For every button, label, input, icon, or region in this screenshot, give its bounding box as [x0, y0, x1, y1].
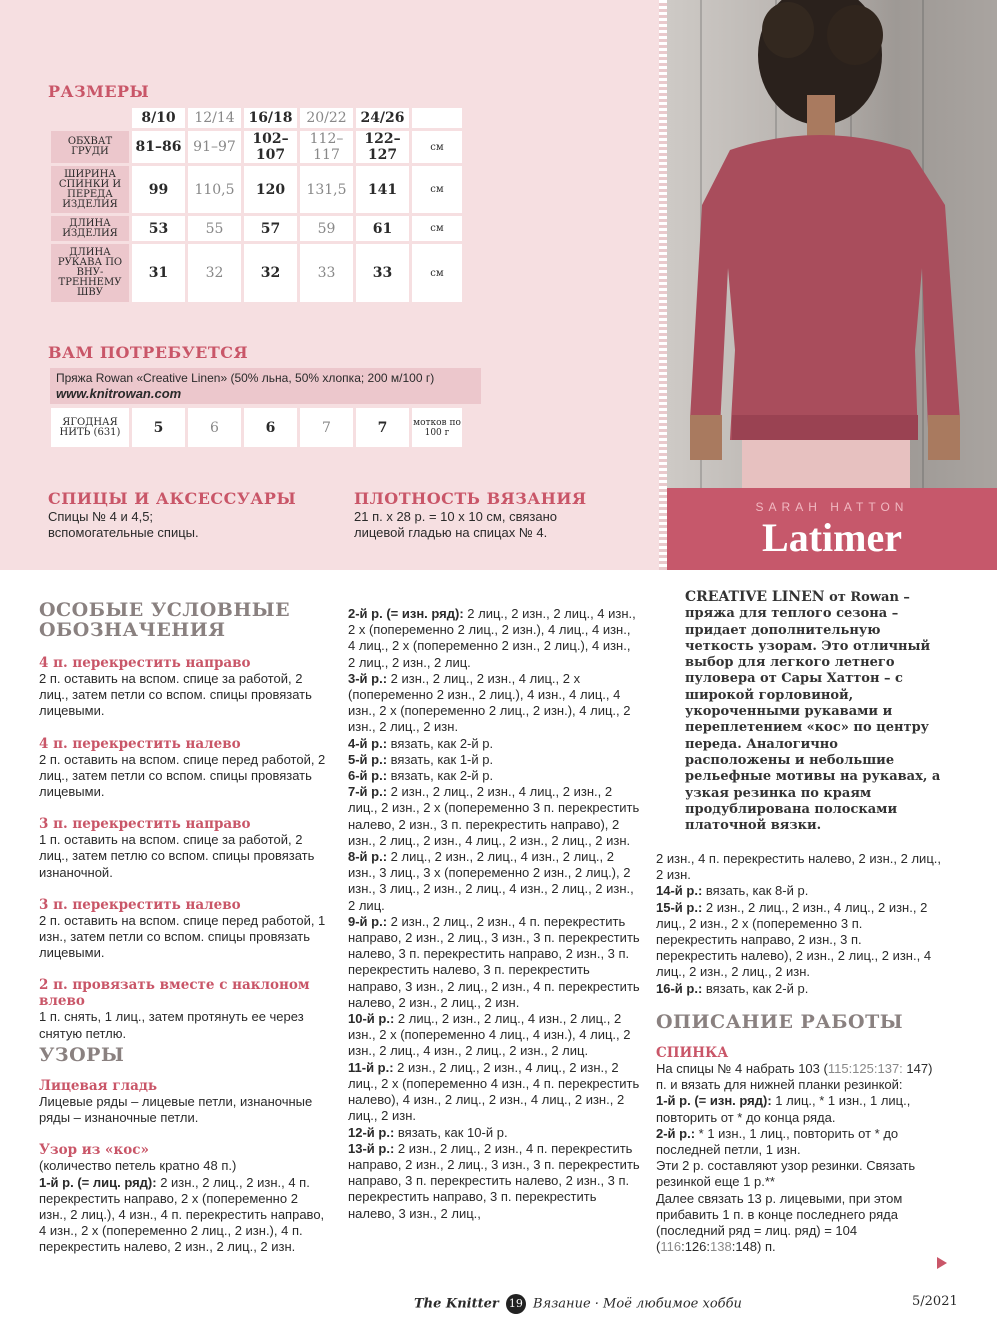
pattern-title: Latimer [762, 515, 902, 560]
abbr-term: 4 п. перекрестить направо [39, 655, 251, 671]
yarn-info [50, 368, 481, 404]
size-value: 33 [300, 244, 353, 302]
magazine-name: The Knitter [414, 1296, 499, 1312]
work-text: Эти 2 р. составляют узор резинки. Связать резинкой еще 1 р.** [656, 1158, 916, 1190]
size-value: 131,5 [300, 166, 353, 213]
abbr-title: ОСОБЫЕ УСЛОВНЫЕ ОБОЗНАЧЕНИЯ [39, 599, 291, 641]
page-number: 19 [506, 1294, 526, 1314]
yarn-amount: 6 [188, 408, 241, 447]
footer [0, 1294, 997, 1314]
cable-row: 13-й р.: 2 изн., 2 лиц., 2 изн., 4 п. перекрестить направо, 2 изн., 2 лиц., 3 изн., 3 п. перекрестить направо, 3 п. перекрестить налево, 2 изн., 3 п. перекрестить направо, 3 п. перекрестить налево, 3 изн., 2 лиц., [348, 1140, 640, 1221]
cable-row: 7-й р.: 2 изн., 2 лиц., 2 изн., 4 лиц., 2 изн., 2 лиц., 2 изн., 2 x (попеременно 3 п. перекрестить налево, 2 изн., 3 п. перекрестить направо), 2 изн., 2 лиц., 2 изн., 4 лиц., 2 изн., 2 лиц., 2 изн. [348, 784, 640, 848]
cable-row: 10-й р.: 2 лиц., 2 изн., 2 лиц., 4 изн., 2 лиц., 2 изн., 2 x (попеременно 4 лиц., 4 изн.), 4 лиц., 2 изн., 2 лиц., 4 изн., 2 лиц., 2 изн., 2 лиц. [348, 1011, 631, 1059]
row-label: ДЛИНА РУКАВА ПО ВНУ-ТРЕННЕМУ ШВУ [51, 244, 129, 302]
abbr-list [39, 655, 329, 1042]
row-label: ОБХВАТ ГРУДИ [51, 131, 129, 163]
magazine-tagline: Вязание · Моё любимое хобби [533, 1296, 742, 1312]
yarn-url[interactable]: www.knitrowan.com [56, 386, 182, 401]
abbr-text: 1 п. снять, 1 лиц., затем протянуть ее через снятую петлю. [39, 1009, 304, 1041]
intro-text [685, 589, 947, 834]
size-col: 12/14 [188, 108, 241, 128]
size-value: 141 [356, 166, 409, 213]
stockinette-text: Лицевые ряды – лицевые петли, изнаночные ряды – изнаночные петли. [39, 1094, 313, 1126]
cable-note: (количество петель кратно 48 п.) [39, 1158, 237, 1174]
size-value: 120 [244, 166, 297, 213]
patterns-block [39, 1078, 329, 1256]
gauge-text: 21 п. x 28 р. = 10 x 10 см, связано лицевой гладью на спицах № 4. [354, 509, 557, 540]
size-value: 31 [132, 244, 185, 302]
size-value: 57 [244, 216, 297, 241]
cable-row: 9-й р.: 2 изн., 2 лиц., 2 изн., 4 п. перекрестить направо, 2 изн., 2 лиц., 3 изн., 3 п. перекрестить налево, 3 п. перекрестить направо, 2 изн., 3 п. перекрестить налево, 3 п. перекрестить направо, 3 изн., 2 лиц., 2 изн., 4 п. перекрестить налево, 2 изн., 2 лиц., 2 изн. [348, 913, 640, 1010]
size-col: 20/22 [300, 108, 353, 128]
size-col: 24/26 [356, 108, 409, 128]
size-value: 112–117 [300, 131, 353, 163]
abbr-text: 2 п. оставить на вспом. спице перед работой, 2 лиц., затем петли со вспом. спицы провязать лицевыми. [39, 751, 326, 800]
materials-title: ВАМ ПОТРЕБУЕТСЯ [48, 343, 249, 362]
yarn-amount: 7 [356, 408, 409, 447]
cable-row: 15-й р.: 2 изн., 2 лиц., 2 изн., 4 лиц., 2 изн., 2 лиц., 2 изн., 2 x (попеременно 3 п. перекрестить направо, 2 изн., 3 п. перекрестить налево), 2 изн., 2 лиц., 2 изн., 4 лиц., 2 изн., 2 лиц., 2 изн. [656, 899, 932, 980]
designer-name: SARAH HATTON [755, 500, 909, 514]
decorative-border [659, 0, 667, 570]
size-value: 110,5 [188, 166, 241, 213]
cable-row: 2-й р. (= изн. ряд): 2 лиц., 2 изн., 2 лиц., 4 изн., 2 x (попеременно 2 лиц., 2 изн.), 4 лиц., 4 изн., 4 лиц., 2 x (попеременно 2 изн., 2 лиц.), 4 изн., 2 лиц., 2 изн., 2 лиц. [348, 606, 636, 670]
back-title: СПИНКА [656, 1045, 729, 1061]
work-block [656, 1045, 946, 1255]
size-value: 102–107 [244, 131, 297, 163]
abbr-text: 2 п. оставить на вспом. спице перед работой, 1 изн., затем петли со вспом. спицы провязать лицевыми. [39, 912, 326, 961]
cable-row: 5-й р.: вязать, как 1-й р. [348, 751, 494, 767]
sizes-title: РАЗМЕРЫ [48, 82, 150, 101]
cable-row: 11-й р.: 2 изн., 2 лиц., 2 изн., 4 лиц., 2 изн., 2 лиц., 2 x (попеременно 4 изн., 4 п. перекрестить налево), 4 изн., 2 лиц., 2 изн., 4 лиц., 2 изн., 2 лиц., 2 изн. [348, 1059, 640, 1124]
magazine-line [414, 1294, 742, 1314]
abbr-term: 3 п. перекрестить направо [39, 816, 251, 833]
yarn-amount: 6 [244, 408, 297, 447]
work-row: 2-й р.: * 1 изн., 1 лиц., повторить от * до последней петли, 1 изн. [656, 1125, 899, 1158]
size-value: 81–86 [132, 131, 185, 163]
unit: см [412, 216, 462, 241]
abbr-term: 4 п. перекрестить налево [39, 735, 241, 752]
yarn-amount: 7 [300, 408, 353, 447]
size-col: 8/10 [132, 108, 185, 128]
unit: см [412, 244, 462, 302]
size-value: 122–127 [356, 131, 409, 163]
abbr-term: 2 п. провязать вместе с наклоном влево [39, 977, 310, 1010]
intro-body: от Rowan – пряжа для теплого сезона – придает дополнительную четкость узорам. Это отличный выбор для легкого летнего пуловера от Сары Хаттон – с широкой горловиной, укороченными рукавами и переплетением «кос» по центру переда. Аналогично расположены и небольшие рельефные мотивы на рукавах, а узкая резинка по краям продублирована полосками платочной вязки. [685, 590, 941, 834]
row-label: ШИРИНА СПИНКИ И ПЕРЕДА ИЗДЕЛИЯ [51, 166, 129, 213]
cable-row: 8-й р.: 2 лиц., 2 изн., 2 лиц., 4 изн., 2 лиц., 2 изн., 3 лиц., 3 x (попеременно 2 изн., 2 лиц.), 2 изн., 3 лиц., 2 изн., 2 лиц., 4 изн., 2 лиц., 2 изн., 2 лиц. [348, 849, 634, 913]
stockinette-title: Лицевая гладь [39, 1078, 158, 1094]
issue-number: 5/2021 [912, 1294, 958, 1309]
unit: см [412, 166, 462, 213]
row-label: ДЛИНА ИЗДЕЛИЯ [51, 216, 129, 241]
gauge-title: ПЛОТНОСТЬ ВЯЗАНИЯ [354, 489, 587, 508]
abbr-text: 1 п. оставить на вспом. спице за работой, 2 лиц., затем петлю со вспом. спицы провязать изнаночной. [39, 832, 315, 880]
yarn-table [48, 405, 465, 450]
size-value: 32 [188, 244, 241, 302]
work-row: 1-й р. (= изн. ряд): 1 лиц., * 1 изн., 1 лиц., повторить от * до конца ряда. [656, 1093, 911, 1125]
size-value: 61 [356, 216, 409, 241]
cable-title: Узор из «кос» [39, 1142, 149, 1159]
cable-row: 16-й р.: вязать, как 2-й р. [656, 980, 809, 996]
cable-row: 1-й р. (= лиц. ряд): 2 изн., 2 лиц., 2 изн., 4 п. перекрестить направо, 2 x (попеременно 2 изн., 2 лиц.), 4 изн., 4 п. перекрестить направо, 4 изн., 2 x (попеременно 2 лиц., 2 изн.), 4 п. перекрестить налево, 2 изн., 2 лиц., 2 изн. [39, 1174, 325, 1255]
yarn-amount: 5 [132, 408, 185, 447]
abbr-term: 3 п. перекрестить налево [39, 896, 241, 913]
model-photo [660, 0, 997, 488]
work-title: ОПИСАНИЕ РАБОТЫ [656, 1011, 904, 1033]
unit: см [412, 131, 462, 163]
size-value: 99 [132, 166, 185, 213]
abbr-text: 2 п. оставить на вспом. спице за работой, 2 лиц., затем петли со вспом. спицы провязать лицевыми. [39, 671, 312, 719]
cable-row-continued: 2 изн., 4 п. перекрестить налево, 2 изн., 2 лиц., 2 изн. [656, 851, 941, 883]
cable-row: 6-й р.: вязать, как 2-й р. [348, 768, 494, 784]
intro-lead: CREATIVE LINEN [685, 589, 825, 605]
cable-row: 14-й р.: вязать, как 8-й р. [656, 883, 809, 899]
cable-rows [348, 606, 640, 1222]
size-value: 91–97 [188, 131, 241, 163]
size-value: 33 [356, 244, 409, 302]
needles-title: СПИЦЫ И АКСЕССУАРЫ [48, 489, 297, 508]
work-text: На спицы № 4 набрать 103 (115:125:137: 147) п. и вязать для нижней планки резинкой: [656, 1061, 933, 1093]
cable-rows-continued [656, 851, 946, 997]
needles-text: Спицы № 4 и 4,5; вспомогательные спицы. [48, 509, 199, 540]
yarn-color: ЯГОДНАЯ НИТЬ (631) [51, 408, 129, 447]
yarn-description: Пряжа Rowan «Creative Linen» (50% льна, 50% хлопка; 200 м/100 г) [56, 371, 435, 385]
size-col: 16/18 [244, 108, 297, 128]
title-banner [667, 488, 997, 570]
sizes-table [48, 105, 465, 305]
size-value: 53 [132, 216, 185, 241]
continue-arrow-icon [937, 1257, 947, 1269]
work-text: Далее связать 13 р. лицевыми, при этом прибавить 1 п. в конце последнего ряда (последний ряд = лиц. ряд) = 104 (116:126:138:148) п. [656, 1190, 903, 1255]
cable-row: 4-й р.: вязать, как 2-й р. [348, 735, 494, 751]
cable-row: 12-й р.: вязать, как 10-й р. [348, 1124, 508, 1140]
size-value: 59 [300, 216, 353, 241]
size-value: 55 [188, 216, 241, 241]
size-value: 32 [244, 244, 297, 302]
cable-row: 3-й р.: 2 изн., 2 лиц., 2 изн., 4 лиц., 2 x (попеременно 2 изн., 2 лиц.), 4 изн., 4 лиц., 4 изн., 2 x (попеременно 2 лиц., 2 изн.), 4 лиц., 2 изн., 2 лиц., 2 изн. [348, 670, 631, 735]
yarn-unit: мотков по 100 г [412, 408, 462, 447]
patterns-title: УЗОРЫ [39, 1044, 125, 1066]
